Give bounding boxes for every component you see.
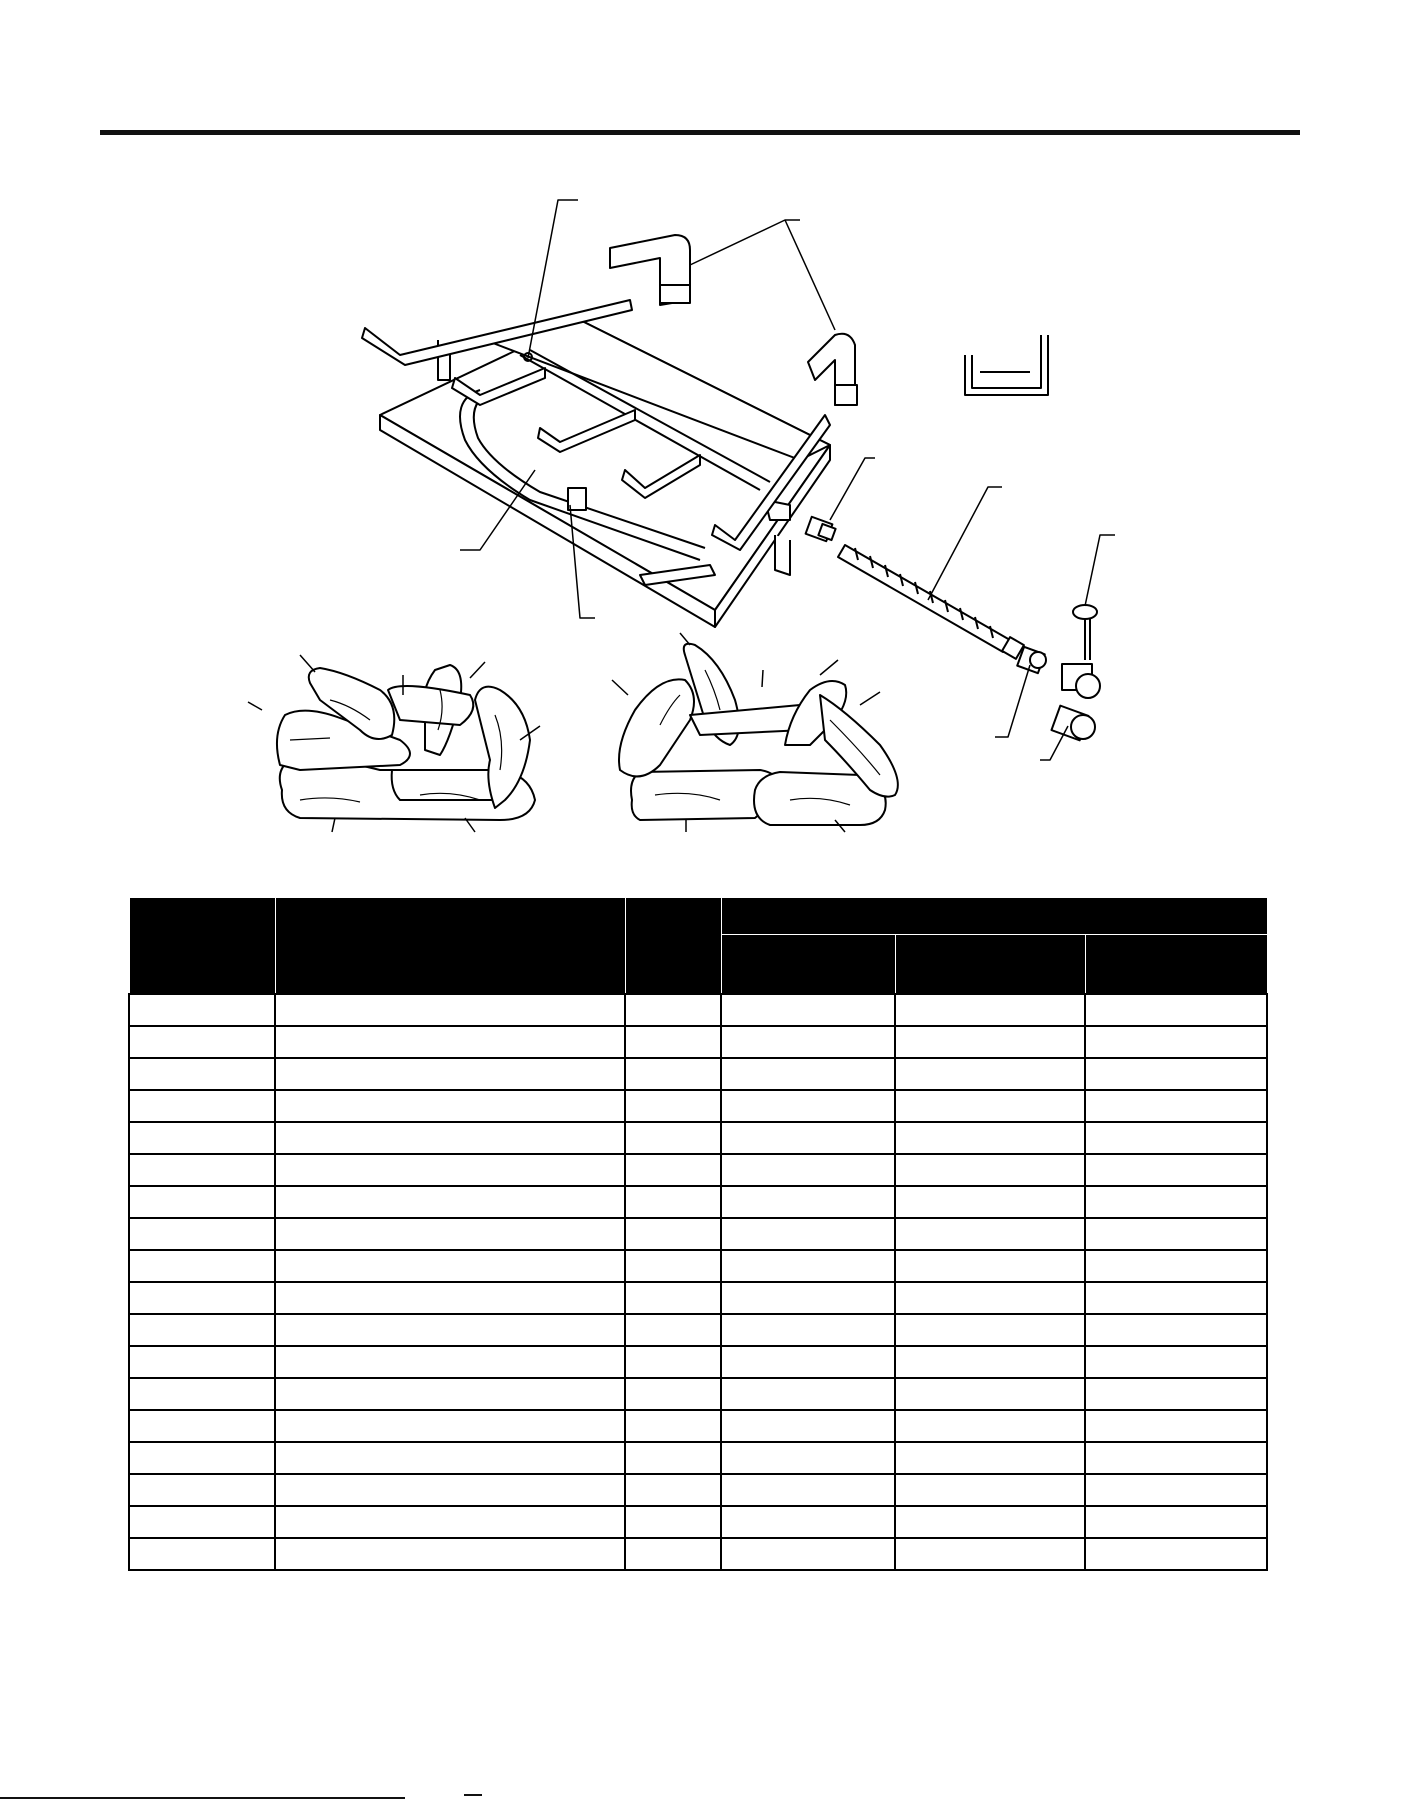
table-cell <box>721 1154 895 1186</box>
header-cell <box>895 935 1085 995</box>
table-cell <box>721 1122 895 1154</box>
table-cell <box>625 1186 721 1218</box>
table-cell <box>895 1474 1085 1506</box>
table-cell <box>895 1218 1085 1250</box>
table-cell <box>895 1090 1085 1122</box>
table-cell <box>275 1314 625 1346</box>
table-cell <box>1085 1090 1267 1122</box>
table-cell <box>625 1058 721 1090</box>
table-cell <box>895 1058 1085 1090</box>
table-cell <box>129 1058 275 1090</box>
table-cell <box>129 1442 275 1474</box>
table-cell <box>895 1346 1085 1378</box>
table-cell <box>1085 1346 1267 1378</box>
table-cell <box>1085 1314 1267 1346</box>
table-cell <box>275 1090 625 1122</box>
table-cell <box>129 1250 275 1282</box>
header-cell-group <box>721 898 1267 935</box>
table-cell <box>129 1538 275 1570</box>
table-cell <box>625 994 721 1026</box>
fitting-icon <box>806 517 836 541</box>
table-cell <box>625 1474 721 1506</box>
table-cell <box>721 1378 895 1410</box>
table-cell <box>721 1410 895 1442</box>
flex-gas-line-icon <box>838 545 1024 659</box>
table-body <box>129 994 1267 1570</box>
table-cell <box>129 1378 275 1410</box>
table-cell <box>721 1250 895 1282</box>
table-cell <box>721 1186 895 1218</box>
table-cell <box>895 1154 1085 1186</box>
table-cell <box>721 1442 895 1474</box>
table-row <box>129 1186 1267 1218</box>
table-cell <box>275 1474 625 1506</box>
header-cell <box>625 898 721 995</box>
table-cell <box>1085 994 1267 1026</box>
table-cell <box>1085 1154 1267 1186</box>
u-bracket-icon <box>965 335 1048 395</box>
header-cell <box>275 898 625 995</box>
parts-table <box>128 897 1268 1571</box>
table-cell <box>625 1090 721 1122</box>
table-cell <box>721 994 895 1026</box>
table-cell <box>625 1346 721 1378</box>
table-cell <box>275 1058 625 1090</box>
table-cell <box>129 1314 275 1346</box>
table-cell <box>275 1282 625 1314</box>
log-set-icon <box>248 655 540 832</box>
footer-rule <box>0 1797 405 1799</box>
table-cell <box>275 1186 625 1218</box>
table-cell <box>721 1346 895 1378</box>
table-cell <box>625 1250 721 1282</box>
table-cell <box>721 1282 895 1314</box>
table-row <box>129 1282 1267 1314</box>
table-cell <box>721 1026 895 1058</box>
table-cell <box>1085 1250 1267 1282</box>
table-cell <box>129 1122 275 1154</box>
table-cell <box>275 1154 625 1186</box>
table-cell <box>721 1538 895 1570</box>
table-row <box>129 1410 1267 1442</box>
table-cell <box>625 1218 721 1250</box>
table-row <box>129 1250 1267 1282</box>
table-row <box>129 1154 1267 1186</box>
table-cell <box>1085 1410 1267 1442</box>
table-cell <box>129 1346 275 1378</box>
table-cell <box>721 1058 895 1090</box>
table-row <box>129 994 1267 1026</box>
table-cell <box>275 1538 625 1570</box>
table-cell <box>895 1250 1085 1282</box>
table-row <box>129 1058 1267 1090</box>
table-cell <box>129 1026 275 1058</box>
table-cell <box>895 1442 1085 1474</box>
table-cell <box>1085 1506 1267 1538</box>
table-cell <box>895 1538 1085 1570</box>
table-cell <box>721 1218 895 1250</box>
table-cell <box>129 1154 275 1186</box>
table-cell <box>1085 1026 1267 1058</box>
table-cell <box>275 1442 625 1474</box>
table-cell <box>275 1026 625 1058</box>
table-cell <box>895 1282 1085 1314</box>
table-row <box>129 1474 1267 1506</box>
table-cell <box>129 1506 275 1538</box>
table-cell <box>129 1474 275 1506</box>
table-cell <box>625 1442 721 1474</box>
header-cell <box>721 935 895 995</box>
table-cell <box>275 1122 625 1154</box>
table-cell <box>895 1314 1085 1346</box>
table-cell <box>129 1410 275 1442</box>
table-cell <box>1085 1058 1267 1090</box>
table-cell <box>625 1314 721 1346</box>
table-cell <box>275 1250 625 1282</box>
table-cell <box>625 1026 721 1058</box>
header-cell <box>1085 935 1267 995</box>
table-cell <box>129 1282 275 1314</box>
table-cell <box>625 1154 721 1186</box>
header-cell <box>129 898 275 995</box>
table-cell <box>625 1282 721 1314</box>
table-cell <box>129 1186 275 1218</box>
table-cell <box>1085 1186 1267 1218</box>
table-cell <box>625 1410 721 1442</box>
table-header-row <box>129 898 1267 935</box>
table-row <box>129 1538 1267 1570</box>
table-cell <box>275 1506 625 1538</box>
key-valve-icon <box>1017 605 1100 698</box>
table-cell <box>275 1410 625 1442</box>
table-cell <box>1085 1442 1267 1474</box>
table-cell <box>1085 1474 1267 1506</box>
table-cell <box>895 1410 1085 1442</box>
table-cell <box>721 1314 895 1346</box>
table-row <box>129 1026 1267 1058</box>
table-cell <box>275 1218 625 1250</box>
table-cell <box>895 1026 1085 1058</box>
table-cell <box>129 1090 275 1122</box>
table-cell <box>275 1378 625 1410</box>
table-cell <box>625 1506 721 1538</box>
table-cell <box>895 1122 1085 1154</box>
table-row <box>129 1442 1267 1474</box>
table-cell <box>1085 1218 1267 1250</box>
table-cell <box>1085 1122 1267 1154</box>
table-row <box>129 1090 1267 1122</box>
table-row <box>129 1218 1267 1250</box>
table-row <box>129 1506 1267 1538</box>
table-cell <box>625 1538 721 1570</box>
connector-icon <box>1051 706 1095 741</box>
table-row <box>129 1314 1267 1346</box>
table-cell <box>129 1218 275 1250</box>
log-set-icon <box>612 633 898 832</box>
table-cell <box>275 994 625 1026</box>
table-cell <box>275 1346 625 1378</box>
table-cell <box>625 1378 721 1410</box>
table-cell <box>721 1474 895 1506</box>
burner-tray-icon <box>380 320 830 627</box>
table-row <box>129 1122 1267 1154</box>
parts-exploded-diagram <box>0 0 1401 880</box>
table-cell <box>1085 1378 1267 1410</box>
table-cell <box>895 1378 1085 1410</box>
table-cell <box>721 1090 895 1122</box>
table-cell <box>129 994 275 1026</box>
table-cell <box>895 994 1085 1026</box>
footer-mark <box>464 1794 482 1796</box>
table-cell <box>1085 1282 1267 1314</box>
table-cell <box>895 1506 1085 1538</box>
table-row <box>129 1346 1267 1378</box>
table-cell <box>721 1506 895 1538</box>
table-cell <box>625 1122 721 1154</box>
table-cell <box>1085 1538 1267 1570</box>
table-row <box>129 1378 1267 1410</box>
table-cell <box>895 1186 1085 1218</box>
